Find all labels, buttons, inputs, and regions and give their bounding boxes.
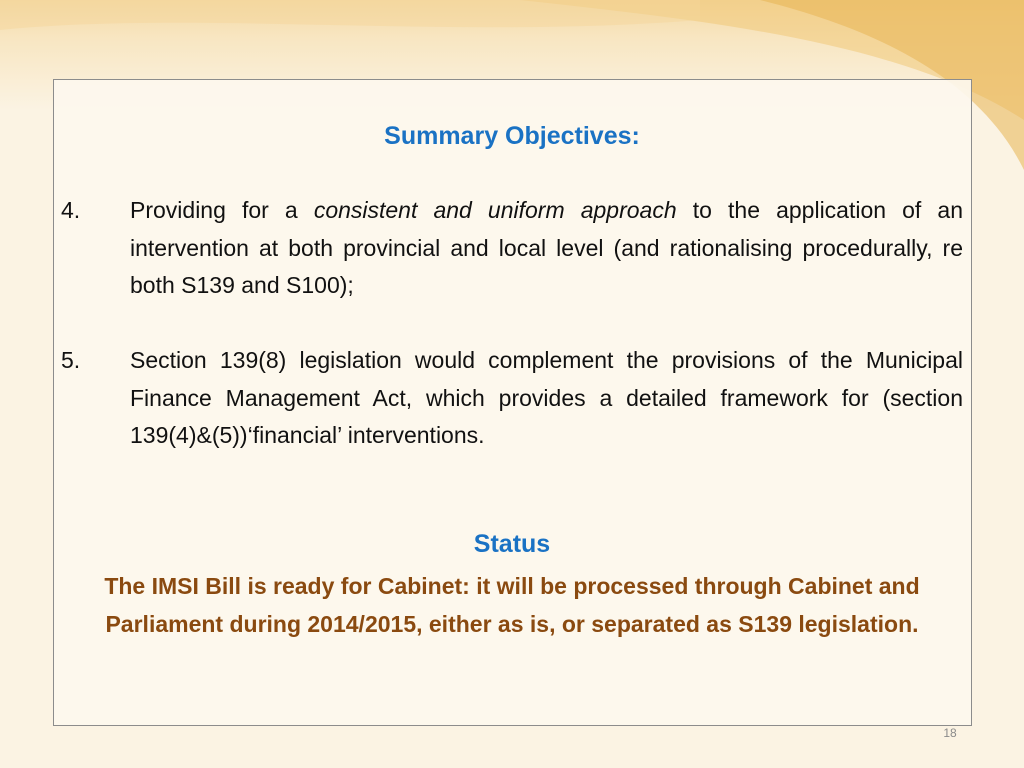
objective-text-emphasis: consistent and uniform approach: [313, 197, 677, 223]
objective-number: 5.: [61, 347, 81, 373]
objective-number: 4.: [61, 197, 81, 223]
objective-text: [130, 192, 963, 305]
objective-item-5: [61, 342, 963, 455]
objective-text-end: to the application of an intervention at both provincial and local level (and rationalising procedurally, re both S139 and S100);: [130, 197, 964, 298]
status-body: The IMSI Bill is ready for Cabinet: it will be processed through Cabinet and Parliament during 2014/2015, either as is, or separated as S139 legislation.: [104, 573, 920, 637]
objective-item-4: [61, 192, 963, 305]
objective-text-start: Providing for a: [130, 197, 314, 223]
status-heading: Status: [473, 530, 551, 558]
objective-text: Section 139(8) legislation would complement the provisions of the Municipal Finance Management Act, which provides a detailed framework for (section 139(4)&(5))‘financial’ interventions.: [130, 347, 963, 448]
slide-heading: Summary Objectives:: [384, 122, 640, 150]
page-number: 18: [943, 726, 957, 740]
